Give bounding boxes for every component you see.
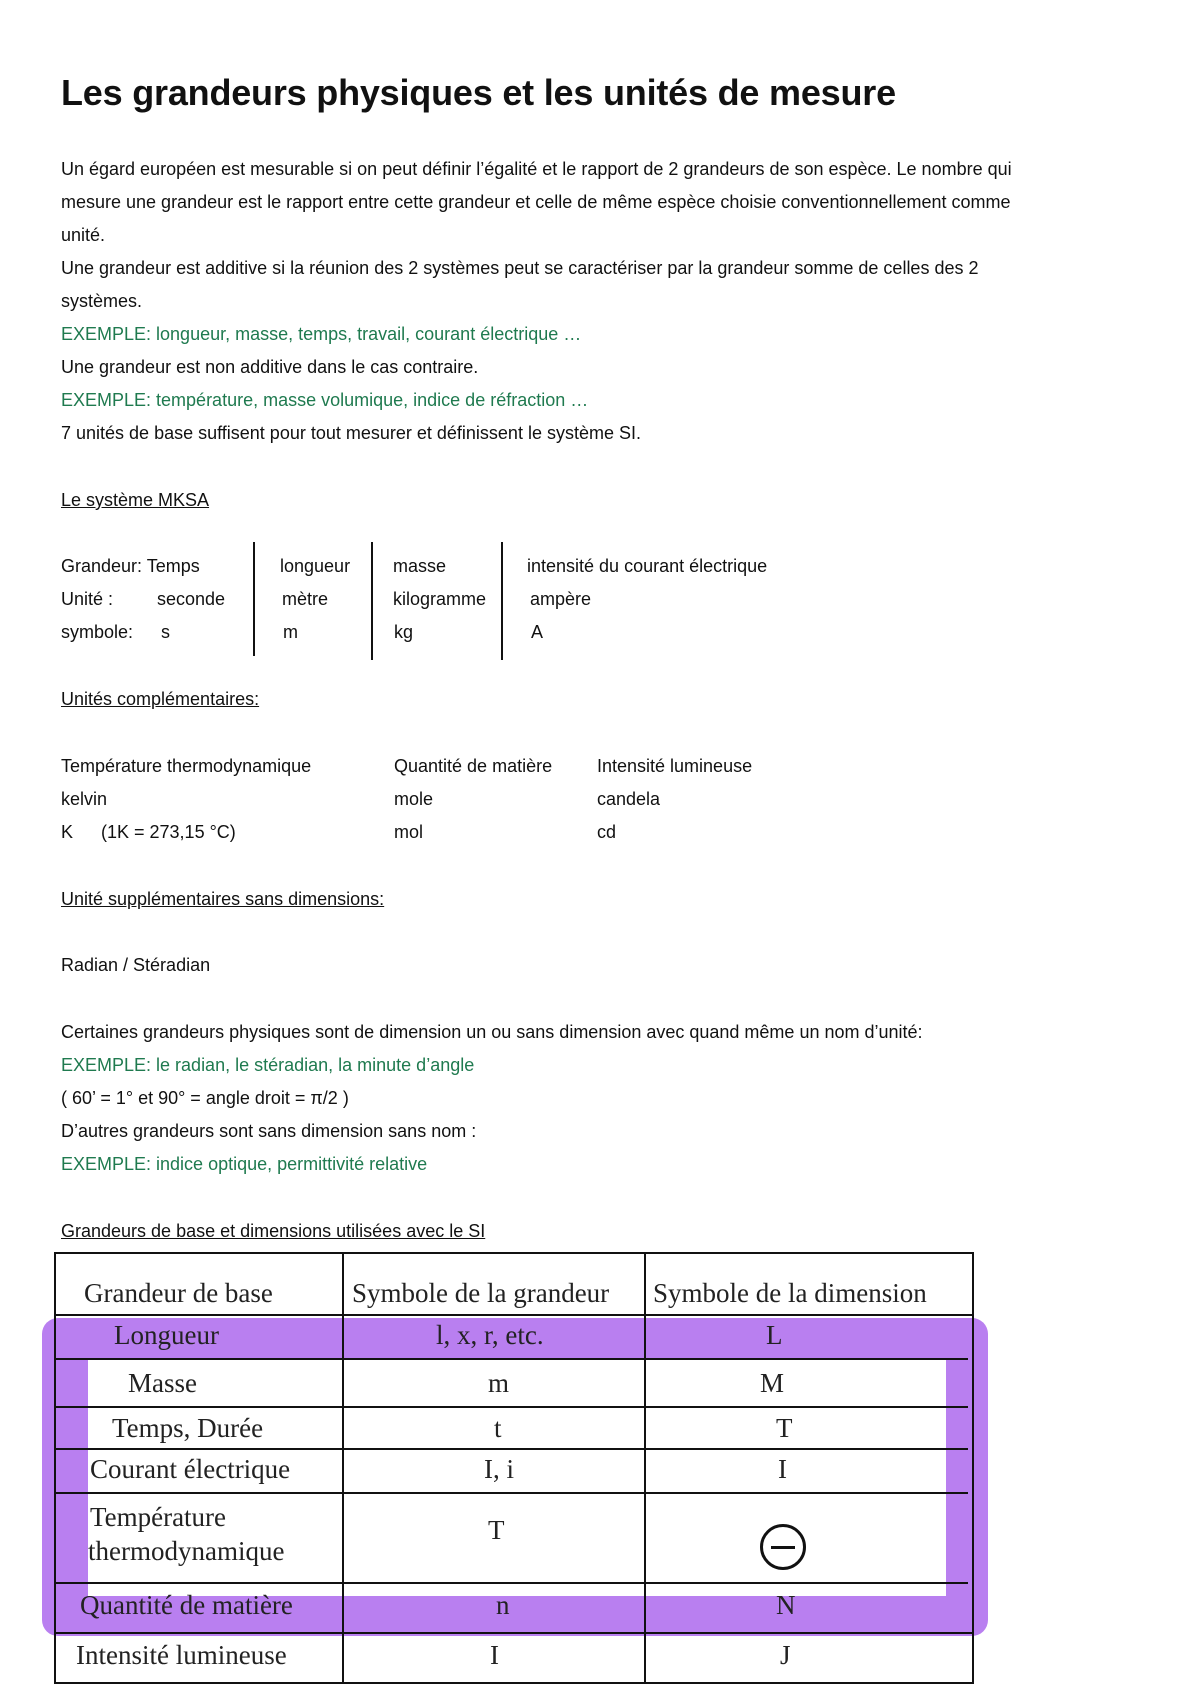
complementary-col-symbol: cd: [597, 822, 617, 842]
mksa-col-name: masse: [393, 556, 447, 576]
complementary-col-unit: candela: [597, 789, 661, 809]
table-border: [342, 1252, 344, 1684]
mksa-col-symbol: kg: [394, 622, 414, 642]
mksa-col-symbol: m: [283, 622, 298, 642]
mksa-col-name: intensité du courant électrique: [527, 556, 768, 576]
mksa-col-unit: kilogramme: [393, 589, 487, 609]
table-border: [54, 1492, 968, 1494]
table-cell: Quantité de matière: [80, 1590, 293, 1620]
intro-line: unité.: [61, 225, 106, 245]
table-border: [54, 1682, 974, 1684]
example-line: EXEMPLE: le radian, le stéradian, la minute d’angle: [61, 1055, 475, 1075]
table-border: [54, 1252, 56, 1684]
supplementary-text: Radian / Stéradian: [61, 955, 211, 975]
mksa-row-label: symbole:: [61, 622, 134, 642]
table-cell: n: [496, 1590, 510, 1620]
table-cell: T: [776, 1413, 793, 1443]
complementary-col-unit: mole: [394, 789, 434, 809]
table-cell: I: [778, 1454, 787, 1484]
mksa-temps-symbol: s: [161, 622, 170, 642]
table-cell: thermodynamique: [88, 1536, 285, 1566]
mksa-col-name: longueur: [280, 556, 351, 576]
kelvin-note: (1K = 273,15 °C): [101, 822, 236, 842]
table-cell: t: [494, 1413, 502, 1443]
table-header: Grandeur de base: [84, 1278, 273, 1308]
mksa-col-symbol: A: [531, 622, 544, 642]
mksa-col-unit: ampère: [530, 589, 592, 609]
theta-symbol-icon: [760, 1524, 806, 1570]
mksa-col-unit: mètre: [282, 589, 329, 609]
complementary-col-unit: kelvin: [61, 789, 108, 809]
example-line: EXEMPLE: longueur, masse, temps, travail, courant électrique …: [61, 324, 582, 344]
complementary-col-name: Température thermodynamique: [61, 756, 312, 776]
table-border: [54, 1358, 968, 1360]
mksa-heading: Le système MKSA: [61, 490, 210, 510]
table-border: [54, 1252, 974, 1254]
angle-formula: ( 60’ = 1° et 90° = angle droit = π/2 ): [61, 1088, 349, 1108]
dimensionless-other: D’autres grandeurs sont sans dimension sans nom :: [61, 1121, 477, 1141]
non-additive-line: Une grandeur est non additive dans le cas contraire.: [61, 357, 479, 377]
table-border: [54, 1632, 974, 1634]
base-units-line: 7 unités de base suffisent pour tout mesurer et définissent le système SI.: [61, 423, 641, 443]
table-border: [54, 1406, 968, 1408]
table-border: [54, 1314, 974, 1316]
mksa-divider: [501, 542, 503, 660]
table-cell: Intensité lumineuse: [76, 1640, 287, 1670]
table-cell: I: [490, 1640, 499, 1670]
mksa-divider: [371, 542, 373, 660]
mksa-divider: [253, 542, 255, 656]
mksa-row-label: Unité :: [61, 589, 114, 609]
dimensionless-text: Certaines grandeurs physiques sont de dimension un ou sans dimension avec quand même un nom d’unité:: [61, 1022, 923, 1042]
table-cell: M: [760, 1368, 785, 1398]
supplementary-heading: Unité supplémentaires sans dimensions:: [61, 889, 385, 909]
table-cell: l, x, r, etc.: [436, 1320, 544, 1350]
table-cell: Masse: [128, 1368, 197, 1398]
complementary-heading: Unités complémentaires:: [61, 689, 260, 709]
table-cell: m: [488, 1368, 510, 1398]
table-cell: N: [776, 1590, 796, 1620]
complementary-col-name: Intensité lumineuse: [597, 756, 753, 776]
mksa-row-label: Grandeur: Temps: [61, 556, 200, 576]
intro-line: Un égard européen est mesurable si on peut définir l’égalité et le rapport de 2 grandeurs de son espèce. Le nombre qui: [61, 159, 1012, 179]
table-border: [972, 1252, 974, 1684]
intro-line: mesure une grandeur est le rapport entre cette grandeur et celle de même espèce choisie conventionnellement comme: [61, 192, 1011, 212]
intro-line: Une grandeur est additive si la réunion des 2 systèmes peut se caractériser par la grandeur somme de celles des 2: [61, 258, 979, 278]
complementary-col-name: Quantité de matière: [394, 756, 553, 776]
table-header: Symbole de la grandeur: [352, 1278, 610, 1308]
table-border: [54, 1582, 968, 1584]
example-line: EXEMPLE: température, masse volumique, indice de réfraction …: [61, 390, 589, 410]
table-cell: J: [780, 1640, 791, 1670]
table-header: Symbole de la dimension: [653, 1278, 927, 1308]
complementary-col-symbol: K: [61, 822, 74, 842]
table-border: [54, 1448, 968, 1450]
table-cell: Longueur: [114, 1320, 219, 1350]
table-heading: Grandeurs de base et dimensions utilisées avec le SI: [61, 1221, 486, 1241]
table-cell: I, i: [484, 1454, 514, 1484]
mksa-temps-unit: seconde: [157, 589, 226, 609]
intro-line: systèmes.: [61, 291, 143, 311]
table-cell: Courant électrique: [90, 1454, 291, 1484]
complementary-col-symbol: mol: [394, 822, 424, 842]
example-line: EXEMPLE: indice optique, permittivité relative: [61, 1154, 428, 1174]
page-title: Les grandeurs physiques et les unités de mesure: [61, 72, 896, 113]
table-cell: L: [766, 1320, 783, 1350]
table-cell: Température: [90, 1502, 227, 1532]
table-cell: Temps, Durée: [112, 1413, 264, 1443]
table-cell: T: [488, 1515, 505, 1545]
table-border: [644, 1252, 646, 1684]
